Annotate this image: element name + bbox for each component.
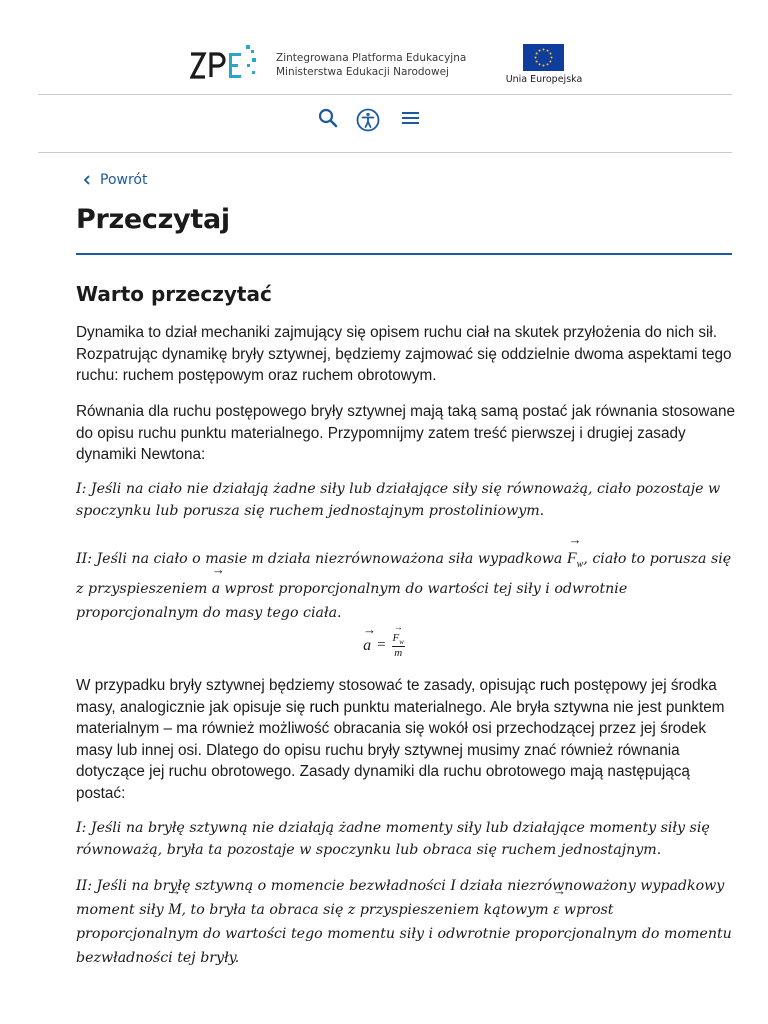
force-subscript: w <box>576 559 584 571</box>
back-label: Powrót <box>100 172 148 188</box>
search-icon[interactable] <box>316 106 342 132</box>
p3-text-a: W przypadku bryły sztywnej będziemy stosować te zasady, opisując <box>76 677 540 694</box>
newton-law-2 <box>76 547 736 625</box>
platform-name <box>276 52 466 79</box>
rotational-law-2 <box>76 874 736 970</box>
formula-fraction <box>392 632 405 659</box>
mass-symbol: m <box>251 550 264 567</box>
formula-equals: = <box>377 637 386 654</box>
p3-text-b: postępowy jej środka masy, analogicznie jak opisuje się <box>76 677 717 716</box>
eu-flag-icon <box>523 44 564 71</box>
chevron-left-icon <box>82 174 92 186</box>
formula-num-subscript: w <box>399 638 404 647</box>
header-divider <box>38 94 732 95</box>
paragraph-rigid-body <box>76 675 736 804</box>
newton-formula <box>0 632 768 659</box>
back-link[interactable] <box>82 172 147 188</box>
toolbar <box>0 96 768 152</box>
eu-label: Unia Europejska <box>505 74 583 85</box>
newton-law-1: I: Jeśli na ciało nie działają żadne siły lub działające siły się równoważą, ciało pozostaje w spoczynku lub porusza się ruchem jednostajnym prostoliniowym. <box>76 481 721 519</box>
paragraph-translational: Równania dla ruchu postępowego bryły sztywnej mają taką samą postać jak równania stosowane do opisu ruchu punktu materialnego. Przypomnijmy zatem treść pierwszej i drugiej zasady dynamiki Newtona: <box>76 403 735 463</box>
law4-text-b: działa niezrównoważony wypadkowy moment siły <box>76 878 725 918</box>
accessibility-icon[interactable] <box>355 107 381 133</box>
section-title: Warto przeczytać <box>76 282 272 306</box>
p3-text-c: punktu materialnego. Ale bryła sztywna nie jest punktem materialnym – ma również możliwość obracania się wokół osi przechodzącej przez jej środek masy lub innej osi. Dlatego do opisu ruchu bryły sztywnej musimy znać również równania dotyczące jej ruchu obrotowego. Zasady dynamiki dla ruchu obrotowego mają następującą postać: <box>76 698 725 802</box>
keyword-ruch-1[interactable]: ruch <box>539 677 570 694</box>
zpe-logo[interactable] <box>190 44 258 84</box>
force-symbol: F <box>566 550 577 567</box>
angular-acceleration-vector: → ε <box>553 898 559 922</box>
law2-text-c: , ciało to porusza się z przyspieszeniem <box>76 551 732 598</box>
law2-text-b: działa niezrównoważona siła wypadkowa <box>263 551 567 567</box>
formula-numerator <box>392 632 405 647</box>
law2-text-a: II: Jeśli na ciało o masie <box>76 551 252 567</box>
formula-num-symbol: F <box>392 632 400 644</box>
menu-icon[interactable] <box>398 106 424 132</box>
toolbar-divider <box>38 152 732 153</box>
formula-denominator: m <box>394 647 403 660</box>
acceleration-vector: → a <box>212 577 220 601</box>
paragraph-intro: Dynamika to dział mechaniki zajmujący się opisem ruchu ciał na skutek przyłożenia do nich sił. Rozpatrując dynamikę bryły sztywnej, będziemy zajmować się oddzielnie dwoma aspektami tego ruchu: ruchem postępowym oraz ruchem obrotowym. <box>76 324 732 384</box>
platform-name-line1: Zintegrowana Platforma Edukacyjna <box>276 52 467 64</box>
inertia-symbol: I <box>450 877 456 894</box>
rotational-law-1: I: Jeśli na bryłę sztywną nie działają żadne momenty siły lub działające momenty siły się równoważą, bryła ta pozostaje w spoczynku lub obraca się ruchem jednostajnym. <box>76 820 710 858</box>
law4-text-a: II: Jeśli na bryłę sztywną o momencie bezwładności <box>76 878 451 894</box>
site-header <box>0 0 768 95</box>
law2-text-d: wprost proporcjonalnym do wartości tej siły i odwrotnie proporcjonalnym do masy tego ciała. <box>76 581 628 622</box>
law4-text-c: , to bryła ta obraca się z przyspieszeniem kątowym <box>181 902 554 918</box>
platform-name-line2: Ministerstwa Edukacji Narodowej <box>276 65 449 78</box>
law4-text-d: wprost proporcjonalnym do wartości tego momentu siły i odwrotnie proporcjonalnym do momentu bezwładności tej bryły. <box>76 902 732 966</box>
moment-vector: → M <box>168 898 181 922</box>
page-title: Przeczytaj <box>76 204 230 235</box>
formula-lhs: → a <box>363 637 371 655</box>
force-vector <box>567 547 583 577</box>
keyword-ruch-2[interactable]: ruch <box>309 698 340 716</box>
title-underline <box>76 253 732 255</box>
